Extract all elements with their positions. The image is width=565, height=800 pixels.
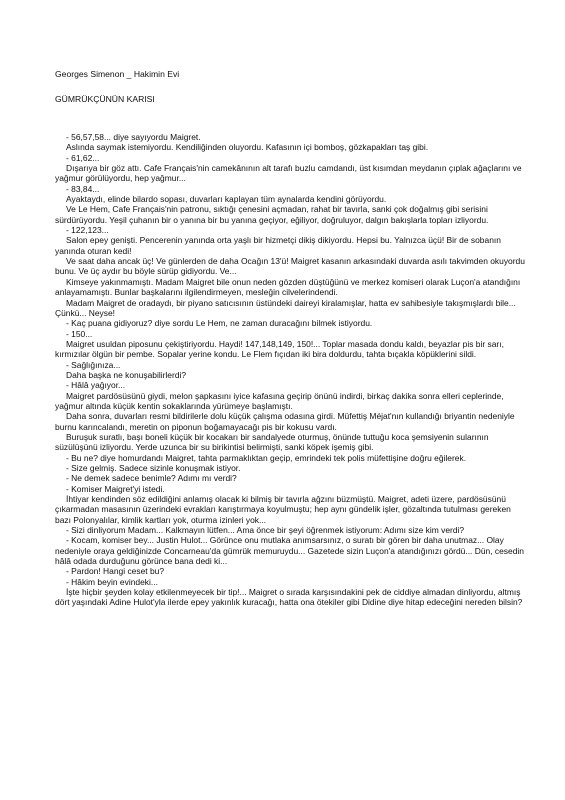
paragraph: - 122,123... (66, 225, 109, 236)
paragraph: - Size gelmiş. Sadece sizinle konuşmak istiyor. (66, 463, 241, 473)
paragraph: Ve Le Hem, Cafe Français'nin patronu, sıktığı çenesini açmadan, rahat bir tavırla, sanki çok doğalmış gibi serisini sürdürüyordu. Yeşil çuhanın bir o yanına bir bu yanına geçiyor, eğiliyor, doğruluyor, dalgın bakışlarla topları izliyordu. (55, 204, 489, 225)
chapter-title: GÜMRÜKÇÜNÜN KARISI (55, 94, 155, 104)
paragraph: - Pardon! Hangi ceset bu? (66, 566, 165, 577)
paragraph: - 56,57,58... diye sayıyordu Maigret. (66, 132, 201, 142)
paragraph: Buruşuk suratlı, başı boneli küçük bir kocakarı bir sandalyede oturmuş, önünde tuttuğu koca şemsiyenin sularının süzülüşünü izliyordu. Yerde uzunca bir su birikintisi belirmişti, sanki köpek işemiş gibi. (55, 431, 489, 453)
paragraph: - Kocam, komiser bey... Justin Hulot... Görünce onu mutlaka anımsarsınız, o suratı bir gören bir daha unutmaz... Olay nedeniyle oraya geldiğinizde Concarneau'da gümrük memuruydu... Gazetede sizin Luçon'a atandığınızı gördü... Dün, cesedin hâlâ odada durduğunu görünce bana dedi ki... (55, 535, 524, 567)
paragraph: Madam Maigret de oradaydı, bir piyano satıcısının üstündeki daireyi kiralamışlar, hatta ev sahibesiyle takışmışlardı bile... Çünkü... Neyse! (55, 297, 516, 318)
paragraph: - Bu ne? diye homurdandı Maigret, tahta parmaklıktan geçip, emrindeki tek polis müfettişine doğru eğilerek. (66, 452, 467, 463)
paragraph: Daha sonra, duvarları resmi bildirilerle dolu küçük çalışma odasına girdi. Müfettiş Méjat'nın kullandığı briyantin nedeniyle burnu karıncalandı, meretin on piponun boğamayacağı pis bir kokusu vardı. (55, 411, 515, 432)
paragraph: - Ne demek sadece benimle? Adımı mı verdi? (66, 473, 237, 484)
paragraph: Salon epey genişti. Pencerenin yanında orta yaşlı bir hizmetçi dikiş dikiyordu. Hepsi bu. Yalnızca üçü! Bir de sobanın yanında oturan kedi! (55, 235, 501, 256)
paragraph: Ayaktaydı, elinde bilardo sopası, duvarları kaplayan tüm aynalarda kendini görüyordu. (66, 194, 387, 205)
paragraph: Dışarıya bir göz attı. Cafe Français'nin camekânının alt tarafı buzlu camdandı, üst kısımdan meydanın çıplak ağaçlarını ve yağmur görülüyordu, hep yağmur... (55, 163, 522, 184)
paragraph: Kimseye yakınmamıştı. Madam Maigret bile onun neden gözden düştüğünü ve merkez komiseri olarak Luçon'a atandığını anlayamamıştı. Bunlar başkalarını ilgilendirmeyen, mesleğin cilvelerindendi. (55, 276, 521, 298)
paragraph: - Komiser Maigret'yi istedi. (66, 483, 165, 494)
paragraph: Maigret usuldan piposunu çekiştiriyordu. Haydi! 147,148,149, 150!... Toplar masada dondu kaldı, beyazlar pis bir sarı, kırmızılar ölgün bir pembe. Sopalar yerine kondu. Le Flem fıçıdan iki bira doldurdu, tahta bıçakla köpüklerini sildi. (55, 338, 504, 360)
paragraph: İşte hiçbir şeyden kolay etkilenmeyecek bir tip!... Maigret o sırada karşısındakini pek de ciddiye almadan dinliyordu, altmış dört yaşındaki Adine Hulot'yla ilerde epey yakınlık kuracağı, hatta ona ötekiler gibi Didine diye hitap edeceğini nereden bilsin? (55, 587, 523, 608)
paragraph: - Kaç puana gidiyoruz? diye sordu Le Hem, ne zaman duracağını bilmek istiyordu. (66, 318, 373, 329)
paragraph: - 83,84... (66, 183, 100, 194)
paragraph: - Hâlâ yağıyor... (66, 380, 126, 391)
paragraph: - 61,62... (66, 152, 100, 163)
paragraph: Maigret pardösüsünü giydi, melon şapkasını iyice kafasına geçirip önünü indirdi, birkaç dakika sonra elleri ceplerinde, yağmur altında küçük kentin sokaklarında yürümeye başlamıştı. (55, 390, 504, 411)
document-body (55, 132, 525, 608)
paragraph: - Hâkim beyin evindeki... (66, 576, 158, 587)
paragraph: İhtiyar kendinden söz edildiğini anlamış olacak ki bilmiş bir tavırla ağzını büzmüştü. Maigret, adeti üzere, pardösüsünü çıkarmadan masasının üzerindeki evrakları karıştırmaya koyulmuştu; hep aynı gündelik işler, gözaltında tutulması gereken bazı Polonyalılar, kimlik kartları yok, oturma izinleri yok... (55, 494, 511, 525)
paragraph: - 150... (66, 328, 93, 339)
paragraph: - Sizi dinliyorum Madam... Kalkmayın lütfen... Ama önce bir şeyi öğrenmek istiyorum: Adımı size kim verdi? (66, 525, 465, 536)
author-title: Georges Simenon _ Hakimin Evi (55, 69, 180, 79)
paragraph: Daha başka ne konuşabilirlerdi? (66, 369, 187, 380)
paragraph: - Sağlığınıza... (66, 359, 121, 370)
paragraph: Ve saat daha ancak üç! Ve günlerden de daha Ocağın 13'ü! Maigret kasanın arkasındaki duvarda asılı takvimden okuyordu bunu. Ve üç aydır bu böyle sürüp gidiyordu. Ve... (55, 256, 525, 277)
paragraph: Aslında saymak istemiyordu. Kendiliğinden oluyordu. Kafasının içi bomboş, gözkapakları taş gibi. (66, 142, 429, 153)
